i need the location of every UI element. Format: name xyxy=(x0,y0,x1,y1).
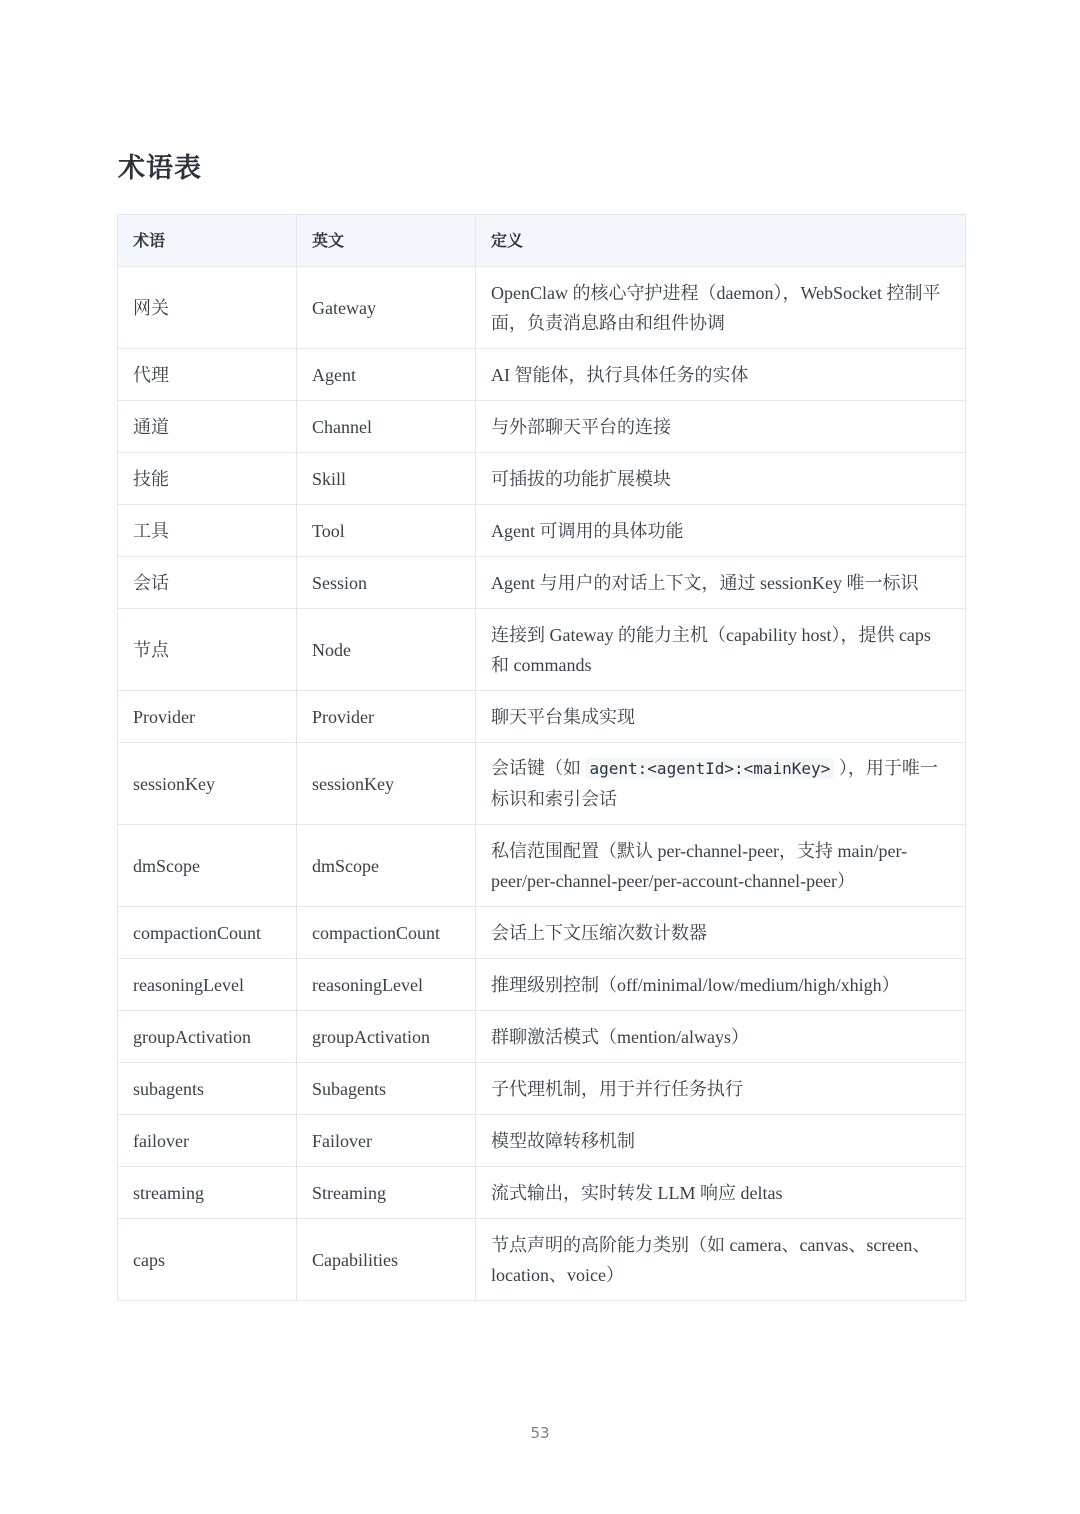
cell-definition: Agent 可调用的具体功能 xyxy=(476,505,966,557)
cell-definition: 流式输出，实时转发 LLM 响应 deltas xyxy=(476,1167,966,1219)
cell-definition: 子代理机制，用于并行任务执行 xyxy=(476,1063,966,1115)
cell-term: sessionKey xyxy=(118,743,297,825)
table-row xyxy=(118,505,966,557)
cell-english: Gateway xyxy=(297,267,476,349)
cell-term: compactionCount xyxy=(118,907,297,959)
table-row xyxy=(118,1115,966,1167)
inline-code: agent:<agentId>:<mainKey> xyxy=(586,758,835,779)
cell-english: Session xyxy=(297,557,476,609)
cell-english: Node xyxy=(297,609,476,691)
cell-english: Streaming xyxy=(297,1167,476,1219)
cell-term: dmScope xyxy=(118,825,297,907)
cell-definition: 私信范围配置（默认 per-channel-peer，支持 main/per-peer/per-channel-peer/per-account-channel-peer） xyxy=(476,825,966,907)
cell-definition: 模型故障转移机制 xyxy=(476,1115,966,1167)
definition-text: 会话键（如 xyxy=(491,758,586,778)
cell-term: 节点 xyxy=(118,609,297,691)
cell-term: 网关 xyxy=(118,267,297,349)
table-row xyxy=(118,1063,966,1115)
header-term: 术语 xyxy=(118,215,297,267)
cell-term: 工具 xyxy=(118,505,297,557)
table-row xyxy=(118,1167,966,1219)
cell-term: 通道 xyxy=(118,401,297,453)
cell-english: Skill xyxy=(297,453,476,505)
table-row xyxy=(118,691,966,743)
table-row xyxy=(118,349,966,401)
glossary-table xyxy=(117,214,966,1301)
cell-definition: 与外部聊天平台的连接 xyxy=(476,401,966,453)
definition-text: ），用于唯一标识和索引会话 xyxy=(491,758,938,809)
cell-definition: AI 智能体，执行具体任务的实体 xyxy=(476,349,966,401)
cell-term: subagents xyxy=(118,1063,297,1115)
cell-term: 技能 xyxy=(118,453,297,505)
table-row xyxy=(118,825,966,907)
cell-english: Provider xyxy=(297,691,476,743)
cell-term: caps xyxy=(118,1219,297,1301)
cell-definition xyxy=(476,743,966,825)
cell-english: Agent xyxy=(297,349,476,401)
cell-english: Channel xyxy=(297,401,476,453)
header-definition: 定义 xyxy=(476,215,966,267)
cell-term: reasoningLevel xyxy=(118,959,297,1011)
table-row xyxy=(118,453,966,505)
cell-english: reasoningLevel xyxy=(297,959,476,1011)
cell-english: Capabilities xyxy=(297,1219,476,1301)
table-row xyxy=(118,609,966,691)
page-title: 术语表 xyxy=(118,153,202,184)
cell-definition: Agent 与用户的对话上下文，通过 sessionKey 唯一标识 xyxy=(476,557,966,609)
cell-term: streaming xyxy=(118,1167,297,1219)
table-row xyxy=(118,1011,966,1063)
cell-definition: 群聊激活模式（mention/always） xyxy=(476,1011,966,1063)
cell-definition: 节点声明的高阶能力类别（如 camera、canvas、screen、location、voice） xyxy=(476,1219,966,1301)
table-header xyxy=(118,215,966,267)
cell-english: dmScope xyxy=(297,825,476,907)
cell-english: Tool xyxy=(297,505,476,557)
cell-definition: 推理级别控制（off/minimal/low/medium/high/xhigh） xyxy=(476,959,966,1011)
cell-term: failover xyxy=(118,1115,297,1167)
table-row xyxy=(118,1219,966,1301)
cell-english: Subagents xyxy=(297,1063,476,1115)
cell-term: groupActivation xyxy=(118,1011,297,1063)
table-row xyxy=(118,557,966,609)
table-row xyxy=(118,959,966,1011)
cell-term: Provider xyxy=(118,691,297,743)
header-english: 英文 xyxy=(297,215,476,267)
table-row xyxy=(118,267,966,349)
cell-english: sessionKey xyxy=(297,743,476,825)
table-row xyxy=(118,401,966,453)
cell-definition: 聊天平台集成实现 xyxy=(476,691,966,743)
cell-english: Failover xyxy=(297,1115,476,1167)
table-row xyxy=(118,743,966,825)
cell-english: compactionCount xyxy=(297,907,476,959)
cell-term: 会话 xyxy=(118,557,297,609)
table-row xyxy=(118,907,966,959)
cell-definition: OpenClaw 的核心守护进程（daemon），WebSocket 控制平面，负责消息路由和组件协调 xyxy=(476,267,966,349)
cell-definition: 连接到 Gateway 的能力主机（capability host），提供 caps 和 commands xyxy=(476,609,966,691)
cell-definition: 可插拔的功能扩展模块 xyxy=(476,453,966,505)
cell-english: groupActivation xyxy=(297,1011,476,1063)
cell-term: 代理 xyxy=(118,349,297,401)
page-number: 53 xyxy=(530,1424,550,1442)
cell-definition: 会话上下文压缩次数计数器 xyxy=(476,907,966,959)
